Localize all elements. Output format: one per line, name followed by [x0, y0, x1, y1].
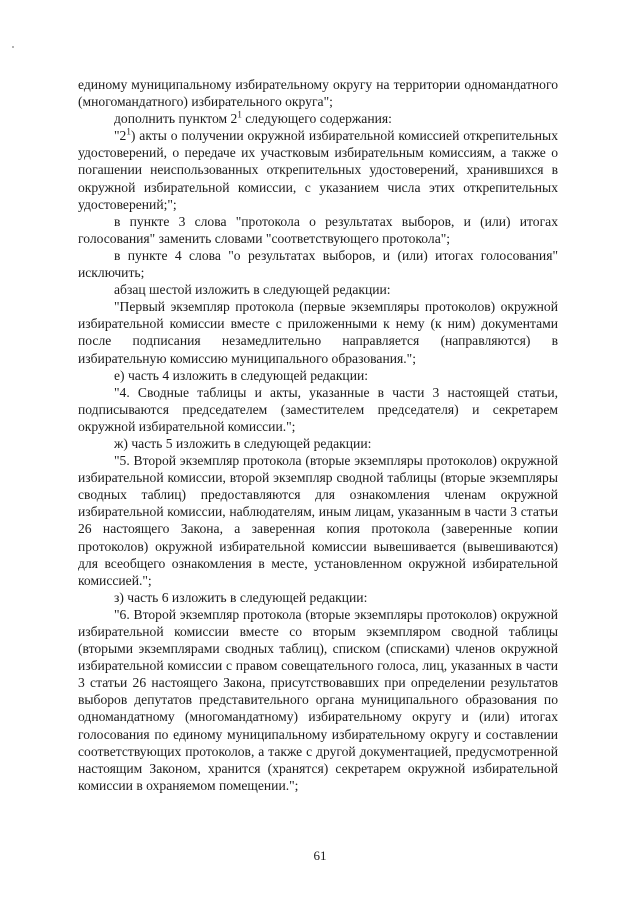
superscript: 1 [237, 109, 242, 120]
scan-artifact [12, 46, 14, 48]
paragraph-point-2-1: "$2^1$) акты о получении окружной избирательной комиссией открепительных удостоверений, о передаче их участковым избирательным комиссиям, а также о погашении неиспользованных открепительных удостоверений, хранившихся в окружной избирательной комиссии, с указанием числа этих открепительных удостоверений;"; [78, 126, 558, 212]
page-number: 61 [313, 848, 327, 863]
paragraph-part-5-heading: ж) часть 5 изложить в следующей редакции: [114, 435, 372, 451]
paragraph-add-point: дополнить пунктом $2^1$ следующего содержания: [114, 109, 392, 127]
paragraph-part-4-heading: е) часть 4 изложить в следующей редакции: [114, 367, 369, 383]
document-body [78, 76, 558, 794]
paragraph-sixth-abzac: абзац шестой изложить в следующей редакции: [114, 282, 391, 298]
paragraph-point-4: в пункте 4 слова "о результатах выборов, и (или) итогах голосования" исключить; [78, 247, 558, 281]
paragraph-continuation: единому муниципальному избирательному округу на территории одномандатного (многомандатного) избирательного округа"; [78, 77, 558, 110]
paragraph-part-5: "5. Второй экземпляр протокола (вторые экземпляры протоколов) окружной избирательной комиссии, второй экземпляр сводной таблицы (вторые экземпляры сводных таблиц) предоставляются для ознакомления членам окружной избирательной комиссии, наблюдателям, иным лицам, указанным в части 3 статьи 26 настоящего Закона, а заверенная копия протокола (заверенные копии протоколов) окружной избирательной комиссии вывешивается (вывешиваются) для всеобщего ознакомления в месте, установленном окружной избирательной комиссией."; [78, 453, 558, 588]
paragraph-point-3: в пункте 3 слова "протокола о результатах выборов, и (или) итогах голосования" заменить словами "соответствующего протокола"; [78, 213, 558, 246]
paragraph-part-4: "4. Сводные таблицы и акты, указанные в части 3 настоящей статьи, подписываются председателем (заместителем председателя) и секретарем окружной избирательной комиссии."; [78, 384, 558, 434]
paragraph-part-6: "6. Второй экземпляр протокола (вторые экземпляры протоколов) окружной избирательной комиссии вместе со вторым экземпляром сводной таблицы (вторыми экземплярами сводных таблиц), списком (списками) членов окружной избирательной комиссии с правом совещательного голоса, лиц, указанных в части 3 статьи 26 настоящего Закона, присутствовавших при определении результатов выборов депутатов представительного органа муниципального образования по одномандатному (многомандатному) избирательному округу и (или) итогах голосования по единому муниципальному избирательному округу и составлении соответствующих протоколов, а также с другой документацией, предусмотренной настоящим Законом, хранится (хранятся) секретарем окружной избирательной комиссии в охраняемом помещении."; [78, 606, 558, 793]
superscript: 1 [126, 126, 131, 137]
paragraph-part-6-heading: з) часть 6 изложить в следующей редакции: [114, 589, 368, 605]
paragraph-first-copy: "Первый экземпляр протокола (первые экземпляры протоколов) окружной избирательной комиссии вместе с приложенными к нему (к ним) документами после подписания незамедлительно направляется (направляются) в избирательную комиссию муниципального образования."; [78, 299, 558, 366]
